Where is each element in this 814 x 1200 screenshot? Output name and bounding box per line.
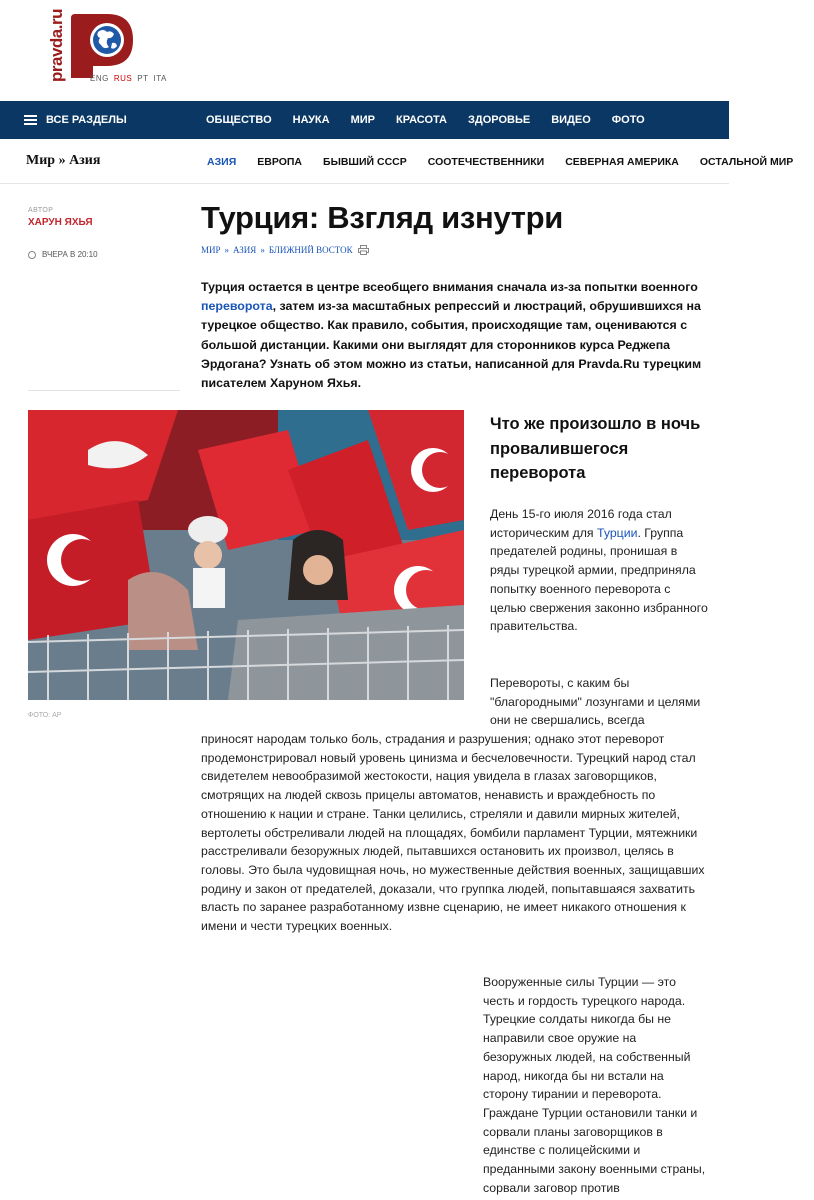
lang-pt[interactable]: PT [137, 74, 149, 83]
breadcrumb-separator: » [260, 245, 265, 255]
breadcrumb-item-world[interactable]: МИР [201, 245, 221, 255]
paragraph-text: День 15-го июля 2016 года стал историческим для [490, 507, 672, 540]
nav-item-society[interactable]: ОБЩЕСТВО [206, 114, 272, 126]
breadcrumb-item-asia[interactable]: АЗИЯ [233, 245, 257, 255]
lang-ita[interactable]: ITA [153, 74, 167, 83]
nav-item-world[interactable]: МИР [350, 114, 376, 126]
clock-icon [28, 251, 36, 259]
breadcrumb [201, 245, 369, 255]
site-logo[interactable] [45, 9, 185, 87]
breadcrumb-item-middle-east[interactable]: БЛИЖНИЙ ВОСТОК [268, 245, 353, 255]
all-sections-button[interactable] [24, 101, 127, 139]
article-subheading: Что же произошло в ночь провалившегося переворота [490, 415, 701, 482]
article-paragraph: Перевороты, с каким бы "благородными" лозунгами и целями они не свершались, всегда [490, 676, 701, 728]
article-paragraph [490, 505, 708, 636]
section-title[interactable]: Мир » Азия [26, 153, 101, 168]
print-icon[interactable] [358, 245, 369, 255]
article-lead [201, 278, 706, 393]
article-title: Турция: Взгляд изнутри [201, 200, 564, 235]
author-label: АВТОР [28, 207, 54, 214]
nav-item-photo[interactable]: ФОТО [611, 114, 645, 126]
subnav-item-rest-of-world[interactable]: ОСТАЛЬНОЙ МИР [699, 155, 794, 168]
article-paragraph: приносят народам только боль, страдания и разрушения; однако этот переворот продемонстрировал новый уровень цинизма и бесчеловечности. Турецкий народ стал свидетелем невообразимой жестокости, нация увидела в глазах заговорщиков, смотрящих на людей сквозь прицелы автоматов, ненависть и враждебность по отношению к нации и стране. Танки целились, стреляли и давили мирных жителей, вертолеты обстреливали людей на площадях, бомбили парламент Турции, мятежники расстреливали безоружных людей, пытавшихся остановить их произвол, целясь в головы. Это была чудовищная ночь, но мужественные действия военных, защищавших родину и закон от предателей, доказали, что группка людей, попытавшаяся захватить власть по заранее разработанному извне сценарию, не имеет никакого отношения к имени и чести турецких военных. [201, 732, 705, 934]
section-nav [0, 139, 794, 184]
photo-credit: ФОТО: AP [28, 712, 62, 719]
article-photo [28, 410, 464, 700]
subnav-item-compatriots[interactable]: СООТЕЧЕСТВЕННИКИ [427, 155, 545, 168]
article-meta [28, 207, 178, 259]
photo-image [28, 410, 464, 700]
logo-wordmark: pravda.ru [47, 9, 66, 82]
lead-text: , затем из-за масштабных репрессий и люстраций, обрушившихся на турецкое общество. Как правило, события, происходящие там, оцениваются с большой дистанции. Какими они выглядят для сторонников курса Реджепа Эрдогана? Узнать об этом можно из статьи, написанной для Pravda.Ru турецким писателем Харуном Яхья. [201, 299, 702, 391]
turkey-link[interactable]: Турции [597, 525, 638, 540]
nav-item-science[interactable]: НАУКА [292, 114, 330, 126]
subnav-item-ex-ussr[interactable]: БЫВШИЙ СССР [323, 155, 407, 168]
lang-eng[interactable]: ENG [90, 74, 109, 83]
lead-text: Турция остается в центре всеобщего внимания сначала из-за попытки военного [201, 280, 698, 294]
subnav-item-europe[interactable]: ЕВРОПА [257, 155, 303, 168]
paragraph-text: . Группа предателей родины, пронишая в ряды турецкой армии, предприняла попытку военного переворота с целью свержения законно избранного правительства. [490, 525, 708, 634]
main-nav [0, 101, 729, 139]
divider [28, 390, 180, 391]
publish-time [28, 250, 178, 259]
language-switcher [90, 74, 172, 83]
subnav-item-north-america[interactable]: СЕВЕРНАЯ АМЕРИКА [565, 155, 679, 168]
all-sections-label: ВСЕ РАЗДЕЛЫ [46, 114, 127, 126]
publish-time-label: ВЧЕРА В 20:10 [42, 250, 98, 259]
subnav-item-asia[interactable]: АЗИЯ [207, 155, 237, 168]
nav-item-beauty[interactable]: КРАСОТА [396, 114, 447, 126]
nav-item-health[interactable]: ЗДОРОВЬЕ [467, 114, 531, 126]
author-link[interactable]: ХАРУН ЯХЬЯ [28, 217, 93, 228]
coup-link[interactable]: переворота [201, 299, 273, 314]
menu-icon [24, 115, 37, 125]
lang-rus[interactable]: RUS [113, 74, 133, 83]
logo-globe-icon [67, 12, 137, 82]
article-paragraph: Вооруженные силы Турции — это честь и гордость турецкого народа. Турецкие солдаты никогда бы не направили свое оружие на безоружных людей, на собственный народ, никогда бы ни встали на сторону тирании и переворота. Граждане Турции остановили танки и сорвали планы заговорщиков в единстве с полицейскими и преданными закону военными страны, сорвали заговор против [483, 975, 706, 1195]
nav-item-video[interactable]: ВИДЕО [551, 114, 591, 126]
breadcrumb-separator: » [224, 245, 230, 255]
